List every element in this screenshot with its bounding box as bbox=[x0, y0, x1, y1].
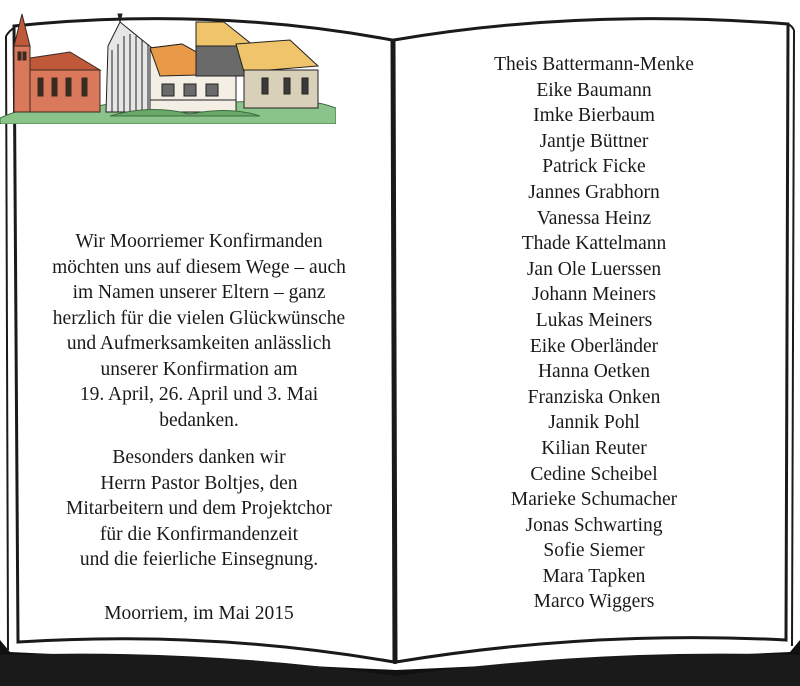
confirmand-name: Theis Battermann-Menke bbox=[494, 54, 694, 75]
confirmand-name: Vanessa Heinz bbox=[536, 207, 652, 229]
confirmand-name: Cedine Scheibel bbox=[530, 463, 658, 485]
confirmand-name: Franziska Onken bbox=[527, 386, 661, 408]
message-paragraph-1 bbox=[28, 229, 370, 433]
confirmand-name: Lukas Meiners bbox=[535, 309, 653, 331]
confirmand-name: Sofie Siemer bbox=[543, 540, 645, 562]
confirmand-name: Marco Wiggers bbox=[533, 591, 655, 613]
confirmand-name: Thade Kattelmann bbox=[521, 233, 667, 255]
message-paragraph-2 bbox=[28, 445, 370, 573]
confirmand-name: Kilian Reuter bbox=[541, 437, 647, 459]
confirmand-name: Jannik Pohl bbox=[548, 412, 640, 434]
message-line: und die feierliche Einsegnung. bbox=[79, 549, 319, 570]
message-line: 19. April, 26. April und 3. Mai bbox=[79, 384, 319, 405]
confirmand-name: Imke Bierbaum bbox=[533, 105, 655, 127]
message-line: unserer Konfirmation am bbox=[100, 358, 298, 380]
message-line: bedanken. bbox=[159, 409, 239, 431]
message-line: möchten uns auf diesem Wege – auch bbox=[52, 256, 346, 278]
church-illustration bbox=[0, 0, 336, 124]
message-line: und Aufmerksamkeiten anlässlich bbox=[66, 333, 332, 354]
place-and-date: Moorriem, im Mai 2015 bbox=[104, 602, 294, 624]
confirmand-name: Jan Ole Luerssen bbox=[526, 258, 662, 280]
message-line: Besonders danken wir bbox=[112, 447, 286, 468]
brick-church bbox=[14, 14, 100, 112]
wooden-belfry bbox=[106, 14, 152, 112]
confirmand-name: Marieke Schumacher bbox=[510, 489, 678, 511]
thank-you-message bbox=[28, 229, 370, 626]
confirmand-name: Patrick Ficke bbox=[542, 156, 646, 178]
message-line: im Namen unserer Eltern – ganz bbox=[72, 282, 326, 303]
confirmand-names-list bbox=[418, 52, 770, 615]
message-line: herzlich für die vielen Glückwünsche bbox=[52, 307, 346, 329]
message-line: für die Konfirmandenzeit bbox=[99, 523, 299, 545]
message-line: Wir Moorriemer Konfirmanden bbox=[75, 231, 323, 252]
confirmand-name: Jonas Schwarting bbox=[525, 514, 663, 536]
confirmand-name: Eike Oberländer bbox=[529, 335, 659, 357]
confirmand-name: Jannes Grabhorn bbox=[528, 181, 660, 203]
message-line: Herrn Pastor Boltjes, den bbox=[100, 472, 298, 494]
confirmand-name: Johann Meiners bbox=[531, 284, 657, 306]
confirmand-name: Hanna Oetken bbox=[537, 361, 651, 383]
confirmand-name: Mara Tapken bbox=[542, 565, 646, 587]
confirmand-name: Jantje Büttner bbox=[539, 130, 649, 152]
confirmand-name: Eike Baumann bbox=[536, 79, 652, 101]
book-spine bbox=[393, 40, 395, 664]
message-line: Mitarbeitern und dem Projektchor bbox=[66, 498, 332, 519]
